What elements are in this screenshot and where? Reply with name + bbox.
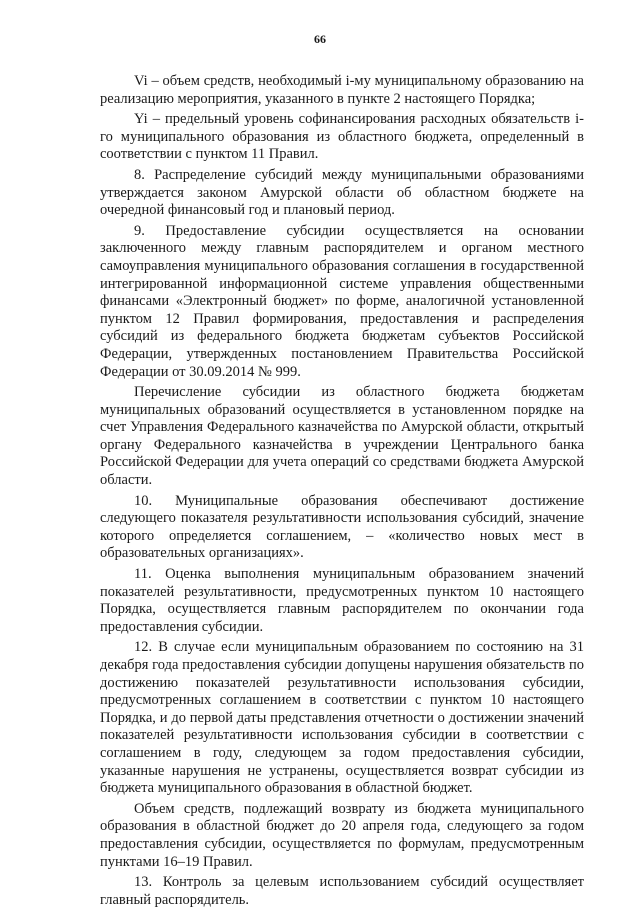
- paragraph-refund-volume: Объем средств, подлежащий возврату из бюджета муниципального образования в областной бюджет до 20 апреля года, следующего за годом предоставления субсидии, осуществляется по формулам, предусмотренным пунктами 16–19 Правил.: [100, 800, 584, 870]
- paragraph-yi-definition: Yi – предельный уровень софинансирования расходных обязательств i-го муниципального образования из областного бюджета, определенный в соответствии с пунктом 11 Правил.: [100, 111, 584, 163]
- paragraph-item-11: 11. Оценка выполнения муниципальным образованием значений показателей результативности, предусмотренных пунктом 10 настоящего Порядка, осуществляется главным распорядителем по окончании года предоставления субсидии.: [100, 566, 584, 635]
- paragraph-item-9: 9. Предоставление субсидии осуществляется на основании заключенного между главным распорядителем и органом местного самоуправления муниципального образования соглашения в государственной интегрированной информационной системе управления общественными финансами «Электронный бюджет» по форме, аналогичной установленной пунктом 12 Правил формирования, предоставления и распределения субсидий из федерального бюджета бюджетам субъектов Российской Федерации, утвержденных постановлением Правительства Российской Федерации от 30.09.2014 № 999.: [100, 222, 584, 380]
- paragraph-item-10: 10. Муниципальные образования обеспечивают достижение следующего показателя результативности использования субсидий, значение которого определяется соглашением, – «количество новых мест в образовательных организациях».: [100, 492, 584, 562]
- paragraph-item-12: 12. В случае если муниципальным образованием по состоянию на 31 декабря года предоставления субсидии допущены нарушения обязательств по достижению показателей результативности использования субсидии, предусмотренных соглашением в соответствии с пунктом 10 настоящего Порядка, и до первой даты представления отчетности о достижении значений показателей результативности использования субсидии в соответствии с соглашением в году, следующем за годом предоставления субсидии, указанные нарушения не устранены, осуществляется возврат субсидии из бюджета муниципального образования в областной бюджет.: [100, 639, 584, 797]
- page-number: 66: [314, 32, 326, 46]
- paragraph-item-8: 8. Распределение субсидий между муниципальными образованиями утверждается законом Амурской области об областном бюджете на очередной финансовый год и плановый период.: [100, 166, 584, 219]
- paragraph-transfer: Перечисление субсидии из областного бюджета бюджетам муниципальных образований осуществляется в установленном порядке на счет Управления Федерального казначейства по Амурской области, открытый органу Федерального казначейства в учреждении Центрального банка Российской Федерации для учета операций со средствами бюджета Амурской области.: [100, 384, 584, 489]
- document-body: [100, 73, 584, 912]
- paragraph-item-13: 13. Контроль за целевым использованием субсидий осуществляет главный распорядитель.: [100, 874, 584, 908]
- paragraph-vi-definition: Vi – объем средств, необходимый i-му муниципальному образованию на реализацию мероприятия, указанного в пункте 2 настоящего Порядка;: [100, 73, 584, 107]
